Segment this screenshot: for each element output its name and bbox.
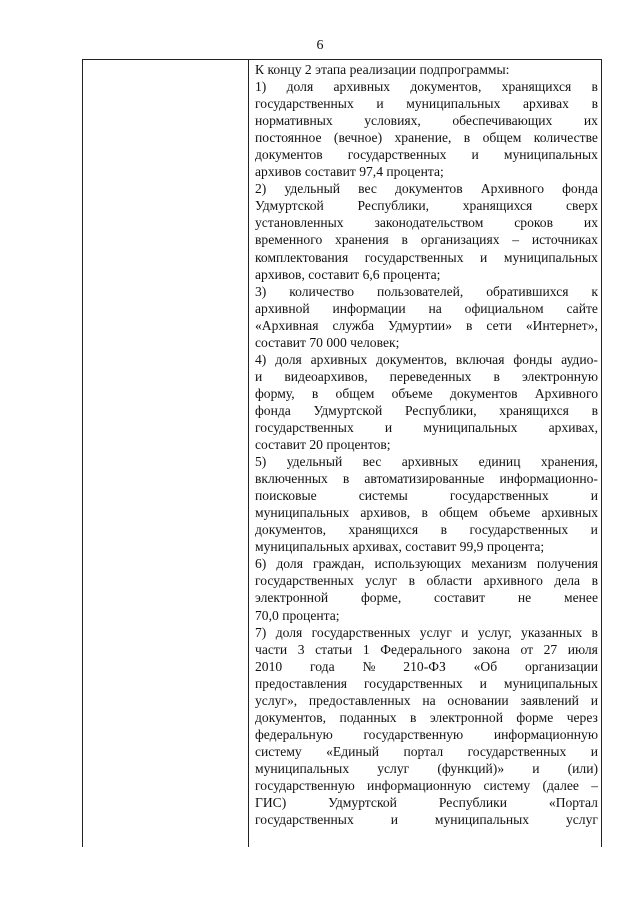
page-number: 6 [316,38,324,53]
text-line: нормативных условиях, обеспечивающих их [255,113,598,129]
column-divider [248,59,249,847]
text-line: 3) количество пользователей, обратившихся к [255,283,598,299]
text-line: 1) доля архивных документов, хранящихся в [255,79,598,95]
text-line: услуг», предоставленных на основании заявлений и [255,692,598,708]
text-line: К концу 2 этапа реализации подпрограммы: [255,62,510,77]
text-line: установленных законодательством сроков их [255,215,598,231]
text-line: 6) доля граждан, использующих механизм получения [255,556,598,572]
text-line: поисковые системы государственных и [255,488,598,504]
text-line: «Архивная служба Удмуртии» в сети «Интернет», [255,317,598,333]
text-line: государственных услуг в области архивного дела в [255,573,598,589]
text-line: федеральную государственную информационную [255,726,598,742]
table-cell-body-text [255,61,598,845]
text-line: 2010 года № 210-ФЗ «Об организации [255,658,598,674]
text-line: фонда Удмуртской Республики, хранящихся в [255,402,598,418]
text-line: документов государственных и муниципальных [255,147,598,163]
text-line: части 3 статьи 1 Федерального закона от 27 июля [255,641,598,657]
text-line: временного хранения в организациях – источниках [255,232,598,248]
text-line: документов, хранящихся в государственных и [255,522,598,538]
text-line: муниципальных услуг (функций)» и (или) [255,760,598,776]
text-line: документов, поданных в электронной форме через [255,709,598,725]
text-line: составит 70 000 человек; [255,334,400,350]
text-line: архивов, составит 6,6 процента; [255,266,441,282]
text-line: государственных и муниципальных архивах, [255,419,598,435]
text-line: муниципальных архивов, в общем объеме архивных [255,505,598,521]
text-line: и видеоархивов, переведенных в электронную [255,368,598,384]
text-line: комплектования государственных и муниципальных [255,249,598,265]
text-line: 7) доля государственных услуг и услуг, указанных в [255,624,598,640]
text-line: включенных в автоматизированные информационно- [255,471,598,487]
text-line: ГИС) Удмуртской Республики «Портал [255,795,598,811]
text-line: электронной форме, составит не менее [255,590,598,606]
text-line: государственных и муниципальных услуг [255,812,598,828]
text-line: постоянное (вечное) хранение, в общем количестве [255,130,598,146]
text-line: государственных и муниципальных архивах в [255,96,598,112]
text-line: архивов составит 97,4 процента; [255,164,444,180]
text-line: 4) доля архивных документов, включая фонды аудио- [255,351,598,367]
text-line: 2) удельный вес документов Архивного фонда [255,181,598,197]
text-line: архивной информации на официальном сайте [255,300,598,316]
text-line: систему «Единый портал государственных и [255,743,598,759]
text-line: предоставления государственных и муниципальных [255,675,598,691]
text-line: Удмуртской Республики, хранящихся сверх [255,198,598,214]
text-line: 70,0 процента; [255,607,340,623]
text-line: форму, в общем объеме документов Архивного [255,385,598,401]
text-line: государственную информационную систему (далее – [255,777,598,793]
text-line: 5) удельный вес архивных единиц хранения, [255,454,598,470]
table-cell-left-empty [83,60,247,846]
text-line: составит 20 процентов; [255,437,391,453]
text-line: муниципальных архивах, составит 99,9 процента; [255,539,545,555]
